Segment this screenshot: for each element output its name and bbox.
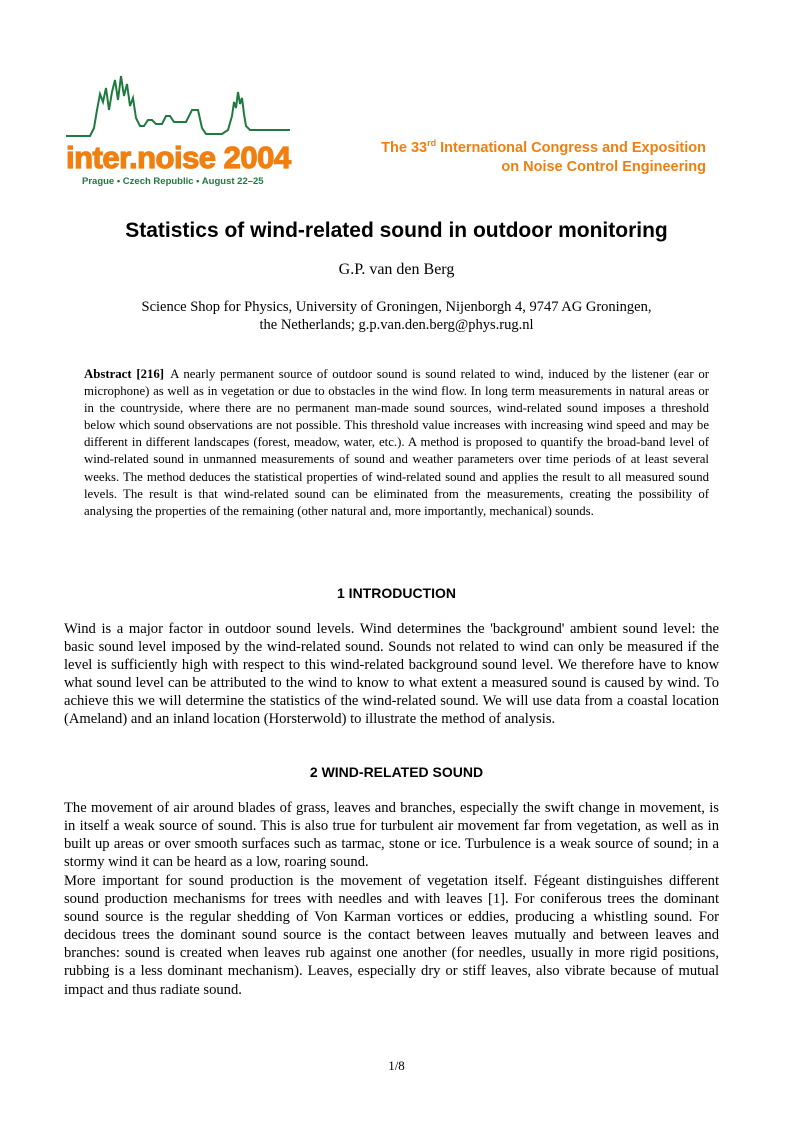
congress-line-1: The 33rd International Congress and Exposition (381, 138, 706, 156)
section-heading-wind-related-sound: 2 WIND-RELATED SOUND (309, 764, 484, 780)
section-heading-introduction: 1 INTRODUCTION (337, 585, 456, 601)
paper-title: Statistics of wind-related sound in outdoor monitoring (125, 219, 668, 242)
prague-skyline-icon (62, 70, 294, 150)
introduction-paragraph: Wind is a major factor in outdoor sound levels. Wind determines the 'background' ambient sound level: the basic sound level imposed by the wind-related sound. Sounds not related to wind can only be measured if the level is sufficiently high with respect to this wind-related background sound level. We therefore have to know what sound level can be attributed to the wind to know to what extent a measured sound is caused by wind. To achieve this we will determine the statistics of the wind-related sound. We will use data from a coastal location (Ameland) and an inland location (Horsterwold) to illustrate the method of analysis. (64, 621, 719, 728)
abstract-label: Abstract [216] (84, 367, 165, 381)
page-number: 1/8 (388, 1058, 405, 1073)
abstract (84, 366, 709, 520)
abstract-text: A nearly permanent source of outdoor sound is sound related to wind, induced by the listener (ear or microphone) as well as in vegetation or due to obstacles in the wind flow. In long term measurements in natural areas or in the countryside, where there are no permanent man-made sound sources, wind-related sound imposes a threshold below which sound observations are not possible. This threshold value increases with increasing wind speed and may be different in different landscapes (forest, meadow, water, etc.). A method is proposed to quantify the broad-band level of wind-related sound in unmanned measurements of sound and weather parameters over time periods of at least several weeks. The method deduces the statistical properties of wind-related sound and applies the result to all measured sound levels. The result is that wind-related sound can be eliminated from the measurements, creating the possibility of analysing the properties of the remaining (other natural and, more importantly, mechanical) sounds. (84, 367, 709, 518)
conference-tagline: Prague • Czech Republic • August 22–25 (82, 176, 264, 187)
conference-logo (62, 70, 294, 192)
paper-author: G.P. van den Berg (338, 261, 455, 278)
conference-wordmark: inter.noise 2004 (66, 140, 291, 175)
wind-sound-paragraph-1: The movement of air around blades of grass, leaves and branches, especially the swift change in movement, is in itself a weak source of sound. This is also true for turbulent air movement far from vegetation, as well as in built up areas or over smooth surfaces such as tarmac, stone or ice. Turbulence is a weak source of sound; in a stormy wind it can be heard as a low, roaring sound. (64, 800, 719, 871)
congress-line-2: on Noise Control Engineering (501, 159, 706, 175)
wind-sound-paragraph-2: More important for sound production is the movement of vegetation itself. Fégeant distinguishes different sound production mechanisms for trees with needles and with leaves [1]. For coniferous trees the dominant sound source is the regular shedding of Von Karman vortices or eddies, producing a whistling sound. For decidous trees the dominant sound source is the contact between leaves mutually and between leaves and branches: sound is created when leaves rub against one another (for needles, usually in more rigid positions, rubbing is a less dominant mechanism). Leaves, especially dry or stiff leaves, also vibrate because of mutual impact and thus radiate sound. (64, 873, 719, 998)
author-affiliation: Science Shop for Physics, University of Groningen, Nijenborgh 4, 9747 AG Groningen, the Netherlands; g.p.van.den.berg@phys.rug.nl (141, 299, 652, 333)
congress-header (381, 139, 706, 177)
